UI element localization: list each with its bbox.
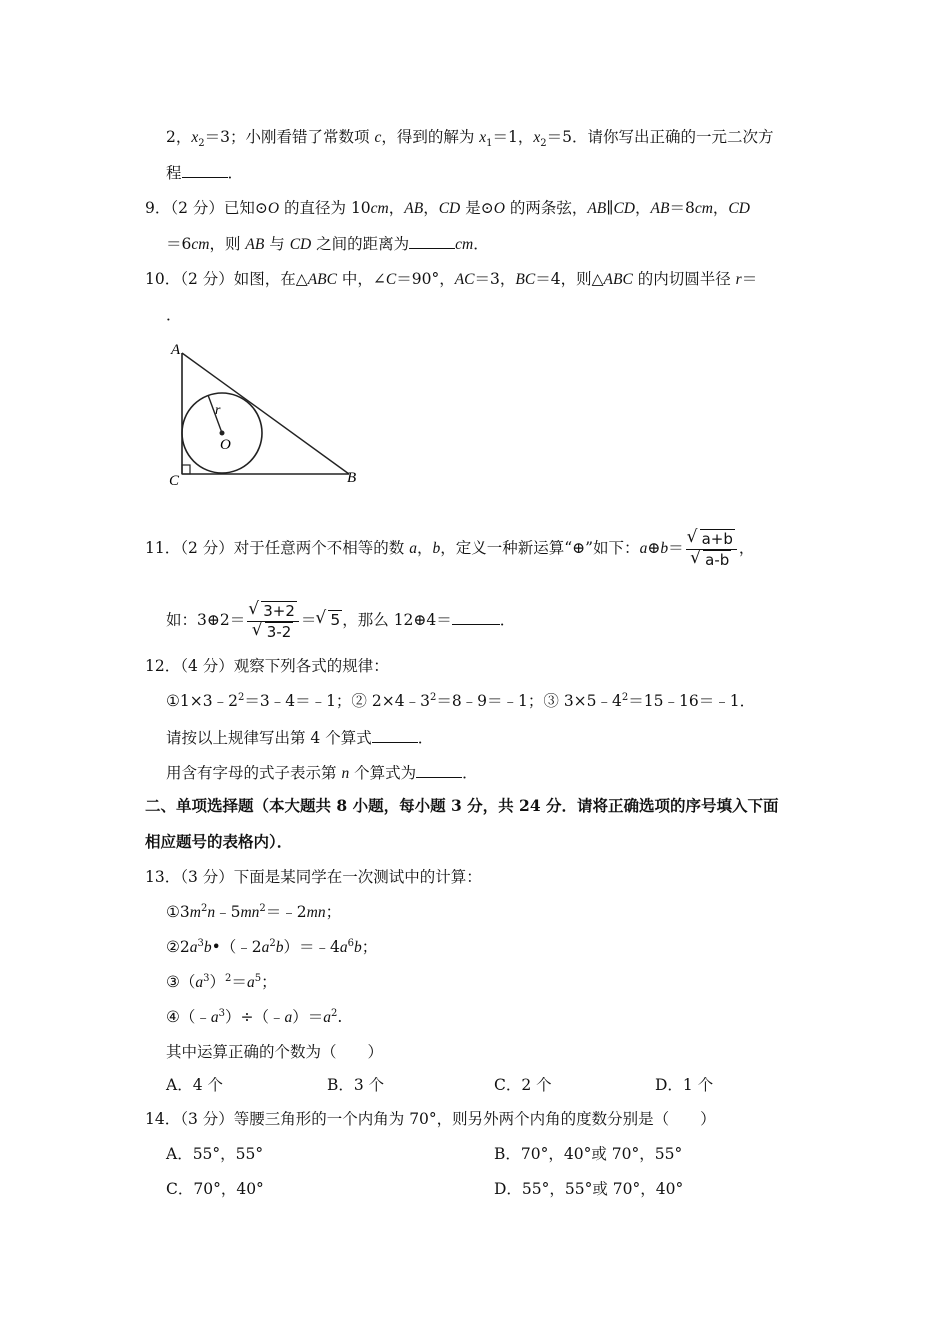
q13-item4: $④(﹣a^3)\div(﹣a)=a^2$. bbox=[166, 1007, 343, 1026]
q12-line2: $①1\times 3﹣2^2=3﹣4=﹣1$；② $2\times 4﹣3^2=8﹣9=﹣1$；③ $3\times 5﹣4^2=15﹣16=﹣1$． bbox=[166, 691, 756, 710]
q13-question: 其中运算正确的个数为（ ） bbox=[166, 1043, 384, 1061]
q13-item1: $①3m^2n﹣5mn^2=﹣2mn$； bbox=[166, 902, 342, 921]
q12-line1: 12．（4 分）观察下列各式的规律： bbox=[145, 657, 389, 675]
q11-line2: 如：3⊕2＝ √ 3+2 √ 3-2 ＝√ 5 ，那么 12⊕4＝ ． bbox=[166, 595, 515, 645]
q12-line4: 用含有字母的式子表示第 n 个算式为 ． bbox=[166, 761, 478, 785]
q14-option-a[interactable]: A．55°，55° bbox=[166, 1145, 264, 1163]
q8-line2: 程 ． bbox=[166, 161, 243, 184]
q9-line2: ＝6cm，则 AB 与 CD 之间的距离为 cm． bbox=[166, 232, 489, 256]
q14-option-d[interactable]: D．55°，55°或 70°，40° bbox=[494, 1180, 684, 1198]
q9-line1: 9．（2 分）已知⊙O 的直径为 10cm，AB，CD 是⊙O 的两条弦，AB∥CD，AB＝8cm，CD bbox=[145, 199, 750, 217]
incircle-triangle-figure bbox=[166, 337, 376, 492]
section-heading-cont: 相应题号的表格内）． bbox=[145, 832, 293, 851]
section-heading: 二、单项选择题（本大题共 8 小题，每小题 3 分，共 24 分．请将正确选项的序号填入下面 bbox=[145, 796, 779, 815]
label-c: C bbox=[169, 473, 180, 489]
label-b: B bbox=[347, 470, 357, 486]
answer-blank bbox=[182, 161, 228, 178]
q14-option-b[interactable]: B．70°，40°或 70°，55° bbox=[494, 1145, 683, 1163]
q13-item2: $②2a^3b•(﹣2a^2b)=﹣4a^6b$； bbox=[166, 937, 378, 956]
q10-line2: ． bbox=[166, 306, 182, 324]
q13-option-b[interactable]: B．3 个 bbox=[327, 1076, 385, 1094]
q13-item3: $③(a^3)^2=a^5$； bbox=[166, 972, 277, 991]
label-o: O bbox=[220, 437, 231, 453]
label-a: A bbox=[171, 342, 181, 358]
q10-line1: 10．（2 分）如图，在△ABC 中，∠C＝90°，AC＝3，BC＝4，则△ABC 的内切圆半径 r＝ bbox=[145, 270, 758, 288]
q13-option-d[interactable]: D．1 个 bbox=[655, 1076, 714, 1094]
answer-blank bbox=[409, 232, 455, 249]
right-angle-mark bbox=[182, 465, 190, 474]
answer-blank bbox=[416, 761, 462, 778]
q14-option-c[interactable]: C．70°，40° bbox=[166, 1180, 264, 1198]
q8-line1: 2，$x_2=3$；小刚看错了常数项 c，得到的解为 $x_1=1$，$x_2=5$．请你写出正确的一元二次方 bbox=[166, 128, 774, 150]
example-fraction: √ 3+2 √ 3-2 bbox=[247, 601, 299, 642]
q13-option-c[interactable]: C．2 个 bbox=[494, 1076, 552, 1094]
q11-line1: 11．（2 分）对于任意两个不相等的数 a，b，定义一种新运算“⊕”如下：a⊕b＝ √ a+b √ a-b ， bbox=[145, 520, 754, 576]
q13-option-a[interactable]: A．4 个 bbox=[166, 1076, 223, 1094]
answer-blank bbox=[372, 726, 418, 743]
answer-blank bbox=[452, 608, 500, 625]
q13-line1: 13．（3 分）下面是某同学在一次测试中的计算： bbox=[145, 868, 482, 886]
side-ab bbox=[182, 353, 349, 474]
q14-line1: 14．（3 分）等腰三角形的一个内角为 70°，则另外两个内角的度数分别是（ ） bbox=[145, 1110, 716, 1128]
q12-line3: 请按以上规律写出第 4 个算式 ． bbox=[166, 726, 433, 749]
sqrt-five: √ 5 bbox=[316, 595, 342, 645]
definition-fraction: √ a+b √ a-b bbox=[686, 529, 737, 570]
label-r: r bbox=[215, 403, 221, 418]
